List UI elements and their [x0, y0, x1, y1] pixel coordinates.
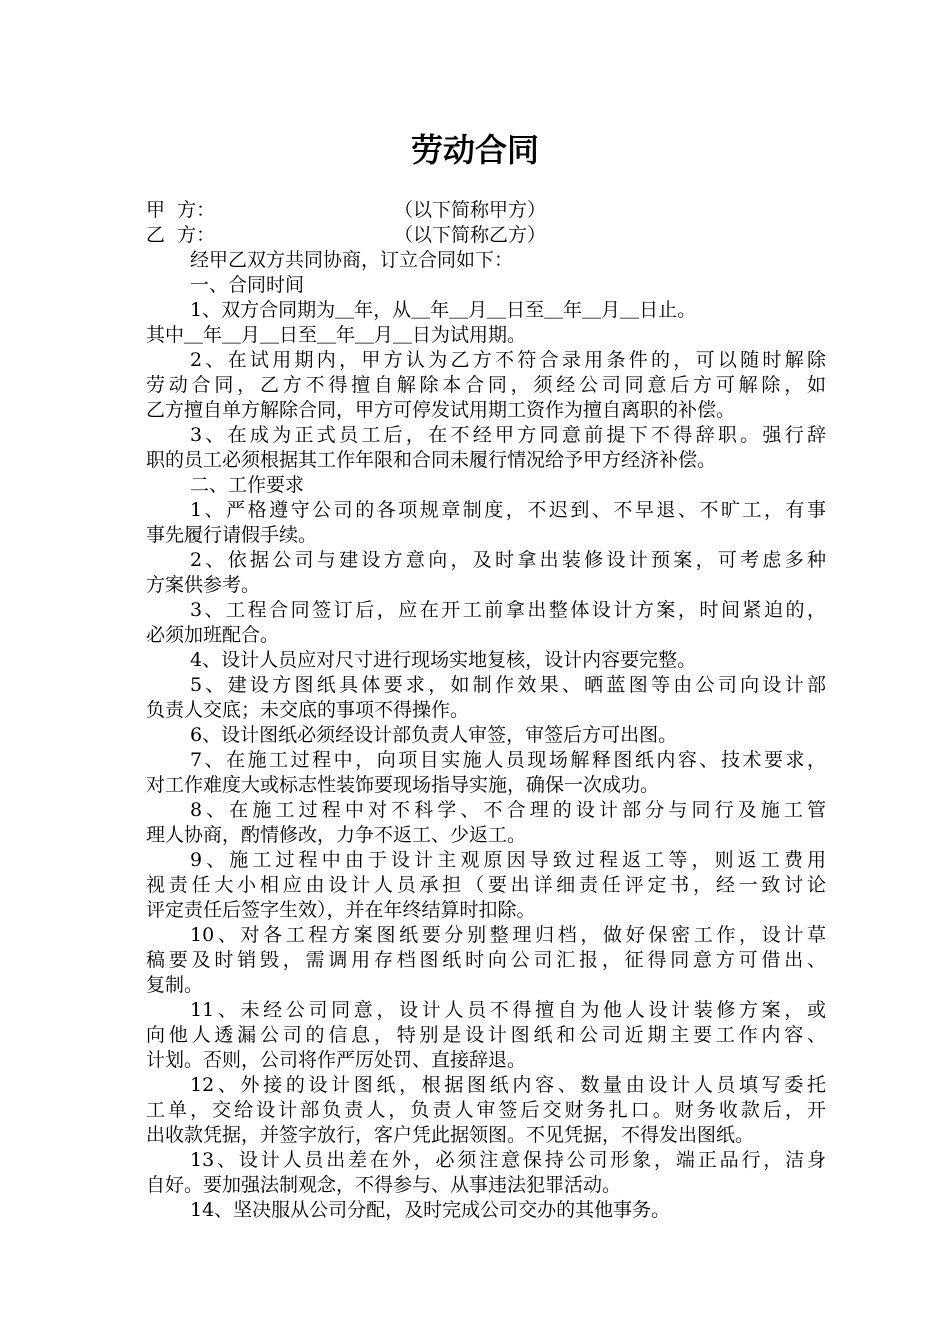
contract-line: 3、工程合同签订后，应在开工前拿出整体设计方案，时间紧迫的， [190, 599, 826, 621]
contract-line: 劳动合同，乙方不得擅自解除本合同，须经公司同意后方可解除，如 [146, 374, 826, 396]
party-b-note: （以下简称乙方） [394, 224, 547, 246]
contract-line: 2、依据公司与建设方意向，及时拿出装修设计预案，可考虑多种 [190, 549, 826, 571]
contract-line: 理人协商，酌情修改，力争不返工、少返工。 [146, 824, 527, 846]
party-b-label: 乙 方： [146, 224, 216, 246]
contract-line: 出收款凭据，并签字放行，客户凭此据领图。不见凭据，不得发出图纸。 [146, 1124, 755, 1146]
contract-line: 13、设计人员出差在外，必须注意保持公司形象，端正品行，洁身 [190, 1149, 826, 1171]
contract-line: 必须加班配合。 [146, 624, 280, 646]
contract-line: 其中＿年＿月＿日至＿年＿月＿日为试用期。 [146, 324, 527, 346]
contract-line: 14、坚决服从公司分配，及时完成公司交办的其他事务。 [190, 1199, 671, 1221]
intro-line: 经甲乙双方共同协商，订立合同如下： [190, 249, 514, 271]
party-b-line [146, 223, 826, 248]
contract-line: 8、在施工过程中对不科学、不合理的设计部分与同行及施工管 [190, 799, 826, 821]
contract-line: 方案供参考。 [146, 574, 261, 596]
party-a-label: 甲 方： [146, 199, 216, 221]
contract-line: 对工作难度大或标志性装饰要现场指导实施，确保一次成功。 [146, 774, 660, 796]
contract-line: 一、合同时间 [190, 274, 305, 296]
contract-line: 9、施工过程中由于设计主观原因导致过程返工等，则返工费用 [190, 849, 826, 871]
contract-line: 4、设计人员应对尺寸进行现场实地复核，设计内容要完整。 [190, 649, 697, 671]
contract-line: 工单，交给设计部负责人，负责人审签后交财务扎口。财务收款后，开 [146, 1099, 826, 1121]
contract-line: 二、工作要求 [190, 474, 305, 496]
contract-line: 10、对各工程方案图纸要分别整理归档，做好保密工作，设计草 [190, 924, 826, 946]
contract-line: 稿要及时销毁，需调用存档图纸时向公司汇报，征得同意方可借出、 [146, 949, 826, 971]
document-title: 劳动合同 [410, 131, 539, 169]
contract-line: 11、未经公司同意，设计人员不得擅自为他人设计装修方案，或 [190, 999, 826, 1021]
contract-line: 视责任大小相应由设计人员承担（要出详细责任评定书，经一致讨论 [146, 874, 826, 896]
contract-line: 自好。要加强法制观念，不得参与、从事违法犯罪活动。 [146, 1174, 622, 1196]
document-body [146, 198, 826, 1223]
contract-line: 2、在试用期内，甲方认为乙方不符合录用条件的，可以随时解除 [190, 349, 826, 371]
contract-line: 12、外接的设计图纸，根据图纸内容、数量由设计人员填写委托 [190, 1074, 826, 1096]
contract-line: 计划。否则，公司将作严厉处罚、直接辞退。 [146, 1049, 527, 1071]
party-a-line [146, 198, 826, 223]
contract-line: 1、双方合同期为＿年，从＿年＿月＿日至＿年＿月＿日止。 [190, 299, 697, 321]
contract-line: 事先履行请假手续。 [146, 524, 318, 546]
contract-line: 向他人透漏公司的信息，特别是设计图纸和公司近期主要工作内容、 [146, 1024, 826, 1046]
party-a-note: （以下简称甲方） [394, 199, 547, 221]
contract-line: 职的员工必须根据其工作年限和合同未履行情况给予甲方经济补偿。 [146, 449, 717, 471]
contract-lines [146, 273, 826, 1223]
contract-line: 负责人交底；未交底的事项不得操作。 [146, 699, 470, 721]
contract-line: 复制。 [146, 974, 204, 996]
contract-line: 乙方擅自单方解除合同，甲方可停发试用期工资作为擅自离职的补偿。 [146, 399, 736, 421]
contract-line: 6、设计图纸必须经设计部负责人审签，审签后方可出图。 [190, 724, 678, 746]
contract-line: 评定责任后签字生效），并在年终结算时扣除。 [146, 899, 536, 921]
contract-line: 5、建设方图纸具体要求，如制作效果、晒蓝图等由公司向设计部 [190, 674, 826, 696]
contract-line: 7、在施工过程中，向项目实施人员现场解释图纸内容、技术要求， [190, 749, 826, 771]
contract-line: 1、严格遵守公司的各项规章制度，不迟到、不早退、不旷工，有事 [190, 499, 826, 521]
contract-line: 3、在成为正式员工后，在不经甲方同意前提下不得辞职。强行辞 [190, 424, 826, 446]
